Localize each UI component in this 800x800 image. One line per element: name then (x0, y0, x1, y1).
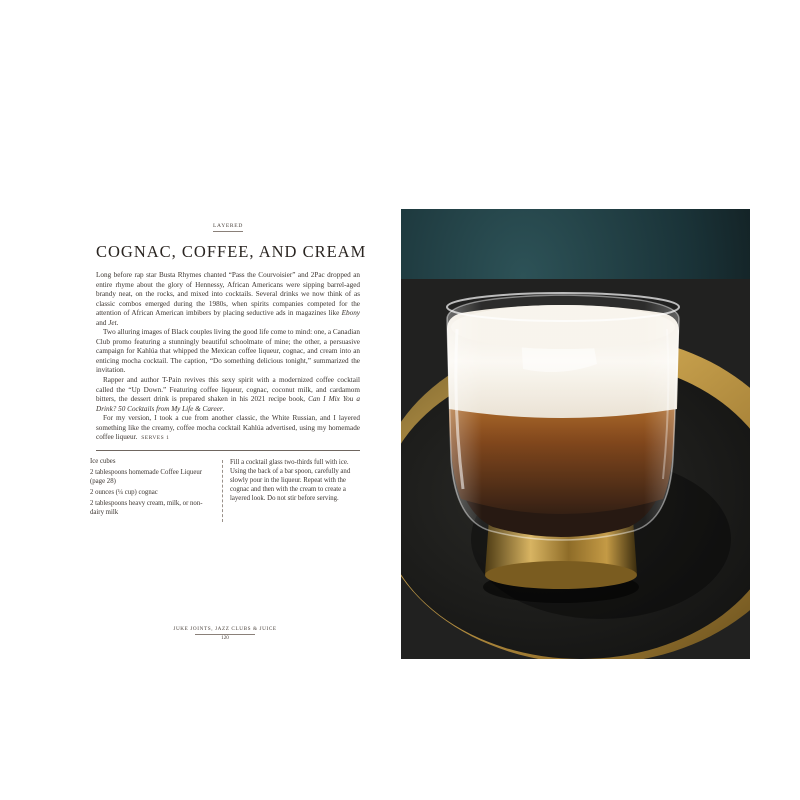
ingredient-item: Ice cubes (90, 457, 116, 465)
serves-label: SERVES 1 (141, 435, 170, 442)
kicker-rule (213, 231, 243, 232)
intro-paragraph-2: Two alluring images of Black couples living the good life come to mind: one, a Canadian Club promo featuring a stunningly beautiful schoolmate of mine; the other, a persuasive campaign for Kahlúa that whipped the Mexican coffee liqueur, cognac, and cream into an enticing mocha cocktail. The caption, “Do something delicious tonight,” summarized the invitation. (96, 328, 360, 375)
ingredient-list (90, 458, 216, 520)
column-divider (222, 460, 223, 522)
intro-paragraph-1: Long before rap star Busta Rhymes chanted “Pass the Courvoisier” and 2Pac dropped an entire rhyme about the glory of Hennessy, African Americans were sipping barrel-aged brandy neat, on the rocks, and mixed into cocktails. Several drinks we now think of as classic combos emerged during the 1980s, when spirits companies competed for the attention of African American imbibers by placing seductive ads in magazines like Ebony and Jet. (96, 271, 360, 327)
recipe-page (90, 222, 367, 526)
ingredient-item: 2 tablespoons heavy cream, milk, or non-dairy milk (90, 500, 203, 516)
cocktail-photo-art (401, 209, 750, 659)
ingredient-item: 2 ounces (¼ cup) cognac (90, 488, 158, 496)
recipe-block (90, 457, 360, 526)
page-footer (150, 626, 300, 642)
section-kicker: LAYERED (212, 223, 244, 229)
section-rule (96, 450, 360, 451)
running-title: JUKE JOINTS, JAZZ CLUBS & JUICE (173, 626, 277, 632)
recipe-intro (96, 271, 360, 444)
ingredient-item: 2 tablespoons homemade Coffee Liqueur (page 28) (90, 469, 202, 485)
page-number: 120 (221, 635, 229, 641)
cocktail-photo (401, 209, 750, 659)
intro-paragraph-4: For my version, I took a cue from another classic, the White Russian, and I layered something like the creamy, coffee mocha cocktail Kahlúa advertised, using my homemade coffee liqueur. SERVES 1 (96, 414, 360, 442)
method-text: Fill a cocktail glass two-thirds full with ice. Using the back of a bar spoon, carefully and slowly pour in the liqueur. Repeat with the cognac and then with the cream to create a layered look. Do not stir before serving. (230, 458, 351, 502)
recipe-title: COGNAC, COFFEE, AND CREAM (96, 242, 367, 261)
intro-paragraph-3: Rapper and author T-Pain revives this sexy spirit with a modernized coffee cocktail called the “Up Down.” Featuring coffee liqueur, cognac, coconut milk, and cardamom bitters, the dessert drink is prepared shaken in his 2021 recipe book, Can I Mix You a Drink? 50 Cocktails from My Life & Career. (96, 376, 360, 413)
